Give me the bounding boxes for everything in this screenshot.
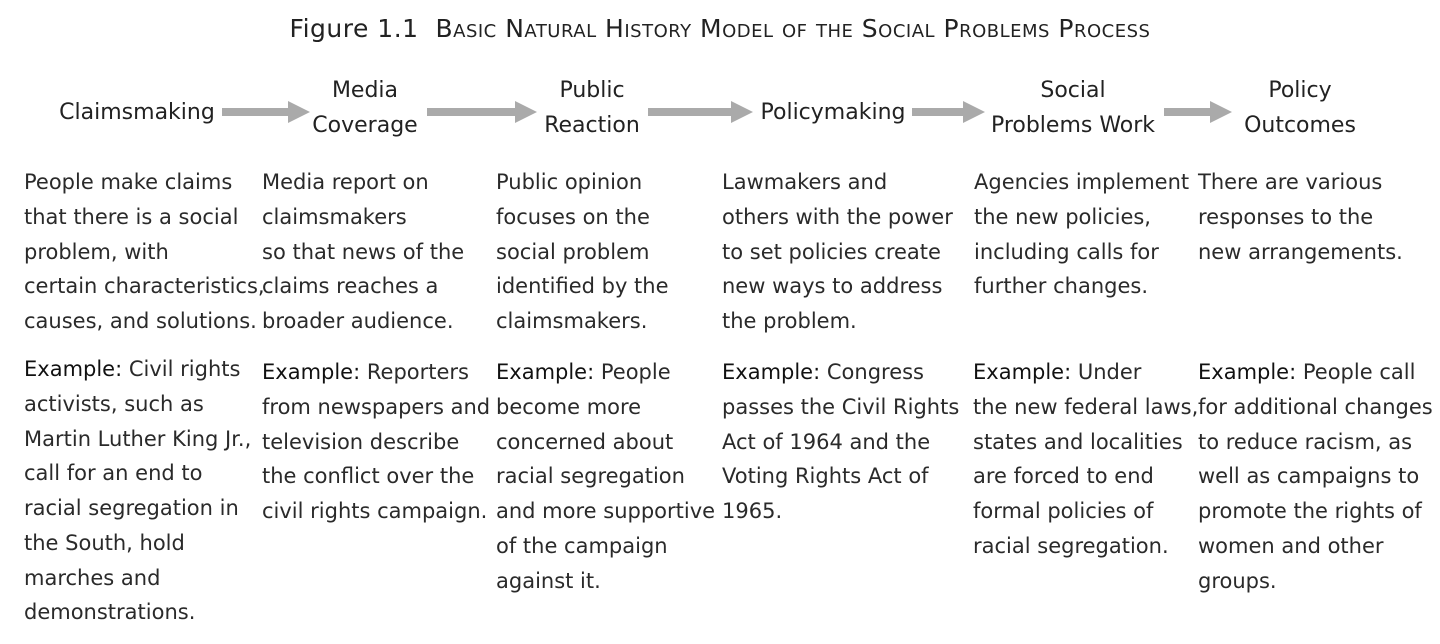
example-label: Example: [262,360,361,384]
example-line: states and localities [973,429,1183,454]
stage-public-reaction [527,73,657,143]
arrow-right-icon [222,101,312,123]
description-line: Public opinion [496,170,643,194]
stage-name-line: Policymaking [760,100,906,125]
description-line: There are various [1198,170,1383,194]
stage-description [722,165,953,339]
example-line: Congress [826,360,924,384]
example-line: racial segregation in [24,496,239,520]
stage-policymaking [758,95,908,130]
stage-name-line: Social [1040,78,1106,103]
stage-example [722,355,959,529]
example-line: promote the rights of [1198,499,1422,523]
stage-description [24,165,265,339]
stage-example [496,355,715,598]
stage-description [496,165,669,339]
stage-example [24,352,251,630]
example-line: from newspapers and [262,394,491,419]
stage-media-coverage [300,73,430,143]
example-line: Civil rights [128,357,241,381]
description-line: problem, with [24,239,169,264]
example-line: Under [1077,360,1142,384]
description-line: the problem. [722,309,857,333]
example-line: 1965. [722,499,783,523]
stage-name-line: Problems Work [990,113,1156,138]
example-line: of the campaign [496,533,668,558]
description-line: People make claims [24,170,233,194]
description-line: further changes. [974,274,1149,299]
stage-name-line: Coverage [312,113,418,138]
example-line: the conflict over the [262,464,475,489]
description-line: causes, and solutions. [24,309,257,333]
description-line: the new policies, [974,204,1151,229]
example-label: Example: [722,360,821,384]
arrow-right-icon [1164,101,1234,123]
description-line: new arrangements. [1198,239,1403,264]
description-line: new ways to address [722,274,943,299]
example-line: Reporters [366,360,469,384]
description-line: including calls for [974,239,1159,264]
description-line: responses to the [1198,204,1374,229]
example-line: concerned about [496,429,674,454]
stage-social-problems-work [985,73,1161,143]
example-line: to reduce racism, as [1198,429,1413,454]
description-line: that there is a social [24,204,239,229]
description-line: identified by the [496,274,669,299]
description-line: social problem [496,239,650,264]
description-line: Lawmakers and [722,170,888,194]
arrow-right-icon [427,101,539,123]
stage-name-line: Outcomes [1244,113,1356,138]
example-label: Example: [1198,360,1297,384]
example-line: and more supportive [496,499,716,523]
stage-name-line: Public [559,78,625,103]
example-line: call for an end to [24,461,203,486]
description-line: Agencies implement [974,170,1190,194]
description-line: focuses on the [496,204,650,229]
description-line: claimsmakers. [496,309,648,333]
stage-description [1198,165,1403,269]
example-line: marches and [24,565,161,590]
stage-example [1198,355,1433,598]
example-line: People [600,360,671,384]
example-line: activists, such as [24,391,204,416]
stage-claimsmaking [37,95,237,130]
stage-name-line: Reaction [544,113,640,138]
description-line: others with the power [722,204,953,229]
stage-name-line: Claimsmaking [59,100,215,125]
description-line: so that news of the [262,239,465,264]
example-line: the new federal laws, [973,394,1199,419]
example-line: the South, hold [24,530,185,555]
stage-example [973,355,1198,564]
example-line: become more [496,394,642,419]
example-line: against it. [496,568,601,593]
stage-name-line: Policy [1268,78,1332,103]
example-line: groups. [1198,568,1277,593]
arrow-right-icon [648,101,755,123]
description-line: claims reaches a [262,274,439,299]
example-line: formal policies of [973,499,1154,523]
stage-description [974,165,1189,304]
example-line: Martin Luther King Jr., [24,426,252,451]
example-line: women and other [1198,533,1384,558]
figure-title-text: Basic Natural History Model of the Social Problems Process [435,14,1151,43]
example-line: racial segregation. [973,533,1169,558]
example-line: for additional changes [1198,394,1433,419]
description-line: claimsmakers [262,204,407,229]
stage-name-line: Media [331,78,399,103]
arrow-right-icon [912,101,987,123]
example-line: Act of 1964 and the [722,429,931,454]
description-line: Media report on [262,170,429,194]
figure-number: Figure 1.1 [289,14,419,43]
stage-example [262,355,490,529]
example-line: well as campaigns to [1198,464,1420,489]
example-label: Example: [973,360,1072,384]
example-label: Example: [496,360,595,384]
example-line: civil rights campaign. [262,499,488,523]
example-line: television describe [262,429,460,454]
example-label: Example: [24,357,123,381]
stage-policy-outcomes [1235,73,1365,143]
example-line: are forced to end [973,464,1154,489]
figure-title [0,14,1440,43]
example-line: demonstrations. [24,600,196,625]
description-line: certain characteristics, [24,274,265,299]
example-line: Voting Rights Act of [722,464,929,489]
description-line: broader audience. [262,309,454,333]
stage-description [262,165,464,339]
example-line: People call [1302,360,1416,384]
description-line: to set policies create [722,239,941,264]
example-line: racial segregation [496,464,685,489]
example-line: passes the Civil Rights [722,394,960,419]
